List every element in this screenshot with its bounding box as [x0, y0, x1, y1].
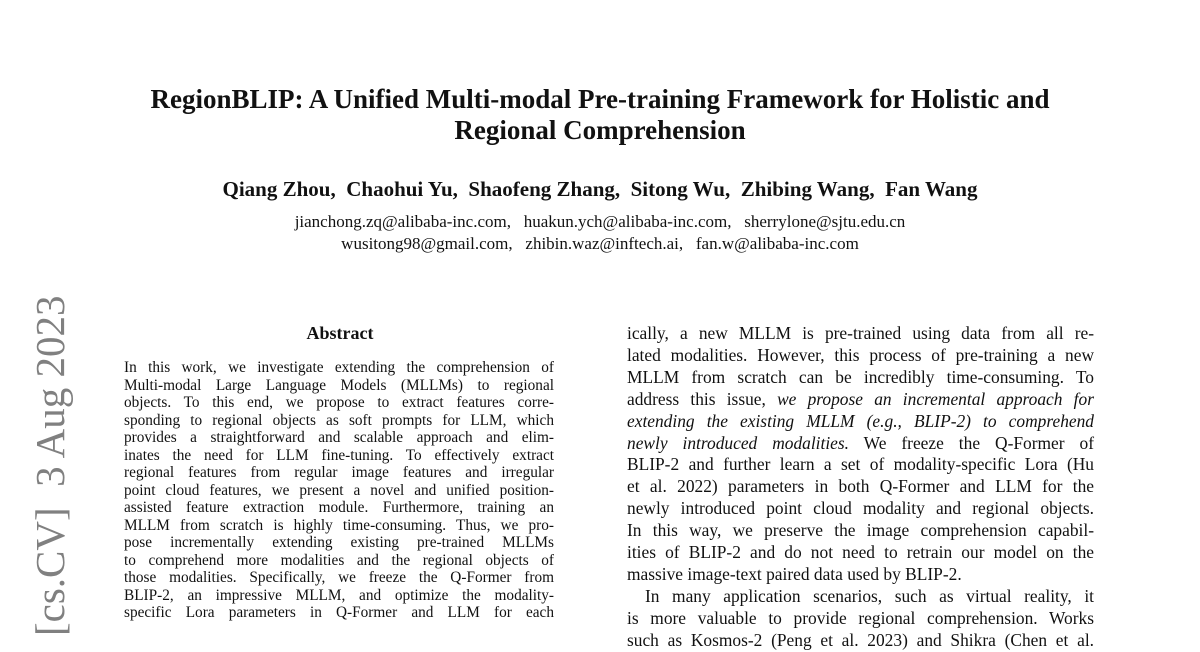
emphasis-text: we propose an incremental approach for [777, 388, 1094, 409]
abstract-line: inates the need for LLM fine-tuning. To effectively extract [124, 446, 554, 464]
abstract-body [124, 359, 554, 622]
paper-title-line: Regional Comprehension [454, 115, 746, 145]
body-line: extending the existing MLLM (e.g., BLIP-2) to comprehend [627, 410, 1094, 431]
arxiv-side-stamp: [cs.CV] 3 Aug 2023 [27, 295, 73, 636]
body-text: address this issue, [627, 388, 778, 409]
body-line: ically, a new MLLM is pre-trained using data from all re- [627, 323, 1094, 343]
body-line: et al. 2022) parameters in both Q-Former and LLM for the [627, 476, 1094, 497]
body-line: ities of BLIP-2 and do not need to retrain our model on the [627, 542, 1094, 563]
body-line: newly introduced point cloud modality and regional objects. [627, 498, 1094, 519]
abstract-line: assisted feature extraction module. Furthermore, training an [124, 499, 554, 516]
abstract-line: provides a straightforward and scalable approach and elim- [124, 429, 554, 446]
body-line: lated modalities. However, this process of pre-training a new [627, 344, 1094, 365]
abstract-line: sponding to regional objects as soft prompts for LLM, which [124, 411, 554, 429]
email-line: jianchong.zq@alibaba-inc.com, huakun.ych@alibaba-inc.com, sherrylone@sjtu.edu.cn [294, 212, 906, 231]
paper-title [0, 84, 1200, 146]
body-line: In many application scenarios, such as virtual reality, it [645, 585, 1094, 606]
abstract-line: specific Lora parameters in Q-Former and LLM for each [124, 604, 554, 621]
abstract-line: objects. To this end, we propose to extract features corre- [124, 394, 554, 411]
abstract-line: pose incrementally extending existing pre-trained MLLMs [124, 534, 554, 551]
emphasis-text: newly introduced modalities. [627, 432, 850, 453]
abstract-line: regional features from regular image features and irregular [124, 464, 554, 481]
abstract-line: In this work, we investigate extending the comprehension of [124, 359, 554, 376]
email-line: wusitong98@gmail.com, zhibin.waz@inftech.ai, fan.w@alibaba-inc.com [341, 234, 859, 253]
body-line: MLLM from scratch can be incredibly time-consuming. To [627, 366, 1094, 387]
abstract-line: Multi-modal Large Language Models (MLLMs) to regional [124, 376, 554, 394]
abstract-line: to comprehend more modalities and the regional objects of [124, 551, 554, 569]
abstract-line: those modalities. Specifically, we freeze the Q-Former from [124, 569, 554, 586]
author-list: Qiang Zhou, Chaohui Yu, Shaofeng Zhang, Sitong Wu, Zhibing Wang, Fan Wang [222, 177, 978, 201]
body-line [627, 433, 1094, 455]
body-line: is more valuable to provide regional comprehension. Works [627, 607, 1094, 628]
abstract-line: point cloud features, we present a novel and unified position- [124, 481, 554, 499]
author-emails [0, 211, 1200, 255]
body-line: massive image-text paired data used by BLIP-2. [627, 563, 962, 584]
intro-body [627, 323, 1094, 652]
paper-title-line: RegionBLIP: A Unified Multi-modal Pre-training Framework for Holistic and [150, 84, 1050, 114]
body-line [627, 389, 1094, 411]
abstract-line: MLLM from scratch is highly time-consuming. Thus, we pro- [124, 516, 554, 534]
abstract-line: BLIP-2, an impressive MLLM, and optimize the modality- [124, 586, 554, 604]
body-line: In this way, we preserve the image comprehension capabil- [627, 520, 1094, 541]
abstract-heading: Abstract [306, 323, 374, 343]
body-text: We freeze the Q-Former of [849, 432, 1095, 453]
body-line: such as Kosmos-2 (Peng et al. 2023) and Shikra (Chen et al. [627, 629, 1094, 650]
body-line: BLIP-2 and further learn a set of modality-specific Lora (Hu [627, 454, 1094, 475]
